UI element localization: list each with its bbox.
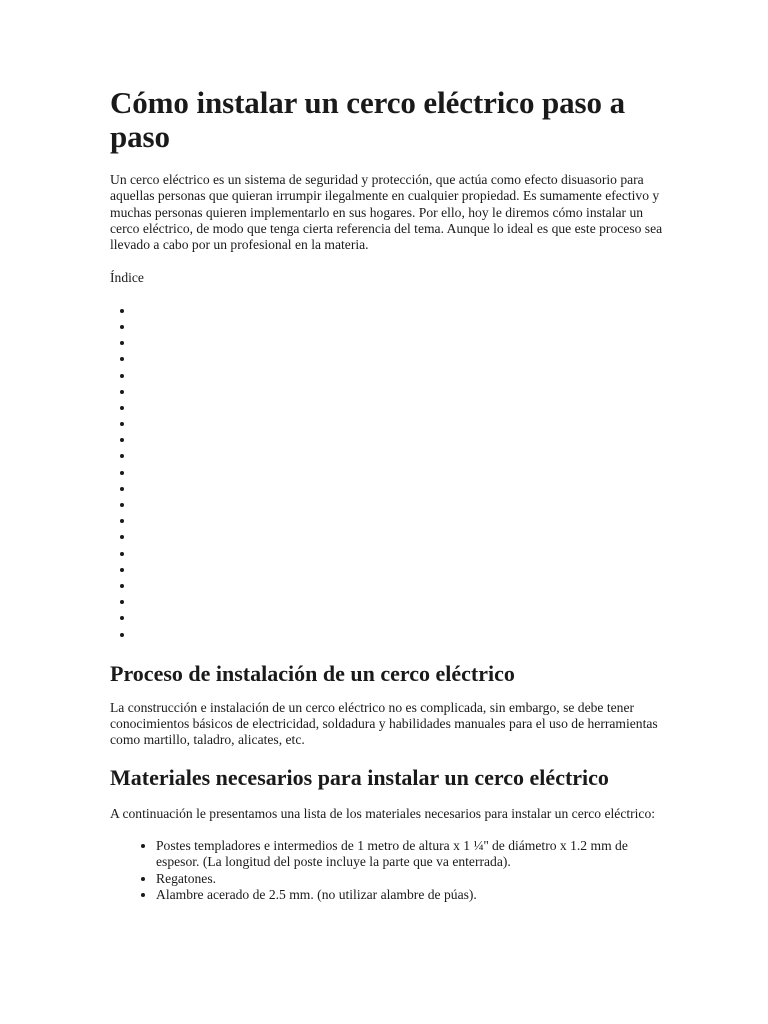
toc-item[interactable]: [135, 481, 670, 497]
toc-item[interactable]: [135, 465, 670, 481]
toc-item[interactable]: [135, 513, 670, 529]
section-paragraph-proceso: La construcción e instalación de un cerco eléctrico no es complicada, sin embargo, se debe tener conocimientos básicos de electricidad, soldadura y habilidades manuales para el uso de herramientas como martillo, taladro, alicates, etc.: [110, 699, 658, 748]
toc-item[interactable]: [135, 319, 670, 335]
section-heading-proceso: Proceso de instalación de un cerco eléctrico: [110, 660, 515, 686]
document-page: [110, 86, 670, 903]
toc-item[interactable]: [135, 400, 670, 416]
section-heading-materiales: Materiales necesarios para instalar un cerco eléctrico: [110, 764, 609, 790]
toc-item[interactable]: [135, 594, 670, 610]
toc-item[interactable]: [135, 610, 670, 626]
toc-item[interactable]: [135, 448, 670, 464]
toc-item[interactable]: [135, 578, 670, 594]
toc-item[interactable]: [135, 303, 670, 319]
toc-item[interactable]: [135, 432, 670, 448]
page-title: Cómo instalar un cerco eléctrico paso a paso: [110, 85, 625, 154]
toc-item[interactable]: [135, 497, 670, 513]
toc-item[interactable]: [135, 546, 670, 562]
list-item: • Postes templadores e intermedios de 1 metro de altura x 1 ¼'' de diámetro x 1.2 mm de espesor. (La longitud del poste incluye la parte que va enterrada).: [156, 838, 670, 871]
materials-list: [110, 838, 670, 903]
toc-item[interactable]: [135, 351, 670, 367]
section-paragraph-materiales: A continuación le presentamos una lista de los materiales necesarios para instalar un cerco eléctrico:: [110, 805, 656, 821]
intro-paragraph: Un cerco eléctrico es un sistema de seguridad y protección, que actúa como efecto disuasorio para aquellas personas que quieran irrumpir ilegalmente en cualquier propiedad. Es sumamente efectivo y muchas personas quieren implementarlo en sus hogares. Por ello, hoy le diremos cómo instalar un cerco eléctrico, de modo que tenga cierta referencia del tema. Aunque lo ideal es que este proceso sea llevado a cabo por un profesional en la materia.: [110, 172, 663, 253]
toc-item[interactable]: [135, 368, 670, 384]
toc-item[interactable]: [135, 562, 670, 578]
list-item: • Regatones.: [156, 871, 670, 887]
toc-item[interactable]: [135, 335, 670, 351]
list-item: • Alambre acerado de 2.5 mm. (no utilizar alambre de púas).: [156, 887, 670, 903]
toc-item[interactable]: [135, 627, 670, 643]
toc-item[interactable]: [135, 384, 670, 400]
indice-label: Índice: [110, 270, 144, 286]
toc-item[interactable]: [135, 416, 670, 432]
table-of-contents-list: [110, 303, 670, 643]
toc-item[interactable]: [135, 529, 670, 545]
